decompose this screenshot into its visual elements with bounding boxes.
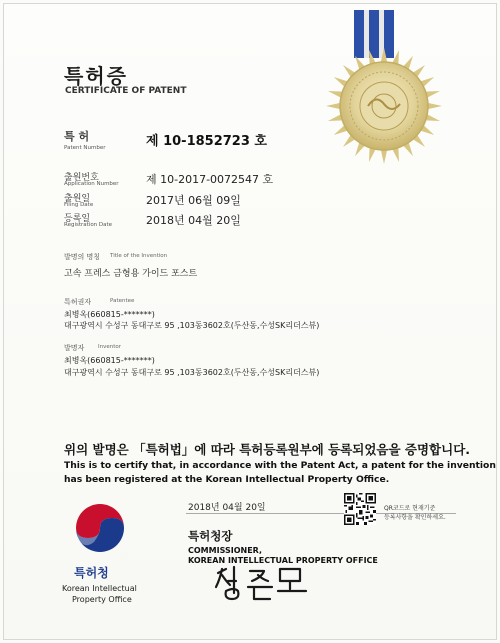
patentee-label-en: Patentee bbox=[110, 298, 135, 304]
registration-date-value: 2018년 04월 20일 bbox=[146, 214, 241, 227]
kipo-name-korean: 특허청 bbox=[74, 566, 109, 580]
certification-text-english-2: has been registered at the Korean Intellectual Property Office. bbox=[64, 474, 390, 485]
inventor-address: 대구광역시 수성구 동대구로 95 ,103동3602호(두산동,수성SK리더스뷰) bbox=[64, 368, 320, 377]
commissioner-signature bbox=[214, 563, 314, 603]
application-number-label: 출원번호 bbox=[64, 173, 99, 183]
registration-date-label-en: Registration Date bbox=[64, 222, 113, 228]
patentee-name: 최병옥(660815-*******) bbox=[64, 310, 155, 319]
invention-title-value: 고속 프레스 금형용 가이드 포스트 bbox=[64, 269, 198, 279]
filing-date-value: 2017년 06월 09일 bbox=[146, 194, 241, 207]
patent-number-value: 제 10-1852723 호 bbox=[146, 134, 267, 149]
patentee-address: 대구광역시 수성구 동대구로 95 ,103동3602호(두산동,수성SK리더스뷰) bbox=[64, 321, 320, 330]
gold-seal-icon bbox=[324, 46, 444, 166]
certification-text-english-1: This is to certify that, in accordance with the Patent Act, a patent for the invention bbox=[64, 460, 496, 471]
filing-date-label-en: Filing Date bbox=[64, 202, 94, 208]
qr-note-1: QR코드로 현재기준 bbox=[384, 505, 436, 512]
application-number-label-en: Application Number bbox=[64, 181, 119, 187]
certificate-title-korean: 특허증 bbox=[64, 64, 128, 88]
issue-date: 2018년 04월 20일 bbox=[188, 503, 266, 513]
inventor-label: 발명자 bbox=[64, 344, 85, 352]
certificate-title-english: CERTIFICATE OF PATENT bbox=[65, 86, 187, 96]
commissioner-title-korean: 특허청장 bbox=[188, 529, 233, 543]
qr-note-2: 등록사항을 확인하세요. bbox=[384, 514, 446, 521]
patentee-label: 특허권자 bbox=[64, 298, 92, 306]
application-number-value: 제 10-2017-0072547 호 bbox=[146, 173, 274, 186]
kipo-name-english-1: Korean Intellectual bbox=[62, 584, 137, 593]
certification-text-korean: 위의 발명은 「특허법」에 따라 특허등록원부에 등록되었음을 증명합니다. bbox=[64, 442, 471, 457]
commissioner-title-english-2: KOREAN INTELLECTUAL PROPERTY OFFICE bbox=[188, 556, 378, 565]
filing-date-label: 출원일 bbox=[64, 194, 91, 204]
kipo-name-english-2: Property Office bbox=[72, 595, 132, 604]
qr-code-icon bbox=[344, 493, 376, 525]
inventor-label-en: Inventor bbox=[98, 344, 122, 350]
kipo-logo-icon bbox=[72, 500, 128, 556]
invention-title-label: 발명의 명칭 bbox=[64, 253, 101, 261]
invention-title-label-en: Title of the Invention bbox=[110, 253, 168, 259]
commissioner-title-english-1: COMMISSIONER, bbox=[188, 546, 263, 555]
patent-number-label: 특 허 bbox=[64, 130, 90, 143]
inventor-name: 최병옥(660815-*******) bbox=[64, 356, 155, 365]
registration-date-label: 등록일 bbox=[64, 214, 91, 224]
patent-number-label-en: Patent Number bbox=[64, 145, 106, 151]
